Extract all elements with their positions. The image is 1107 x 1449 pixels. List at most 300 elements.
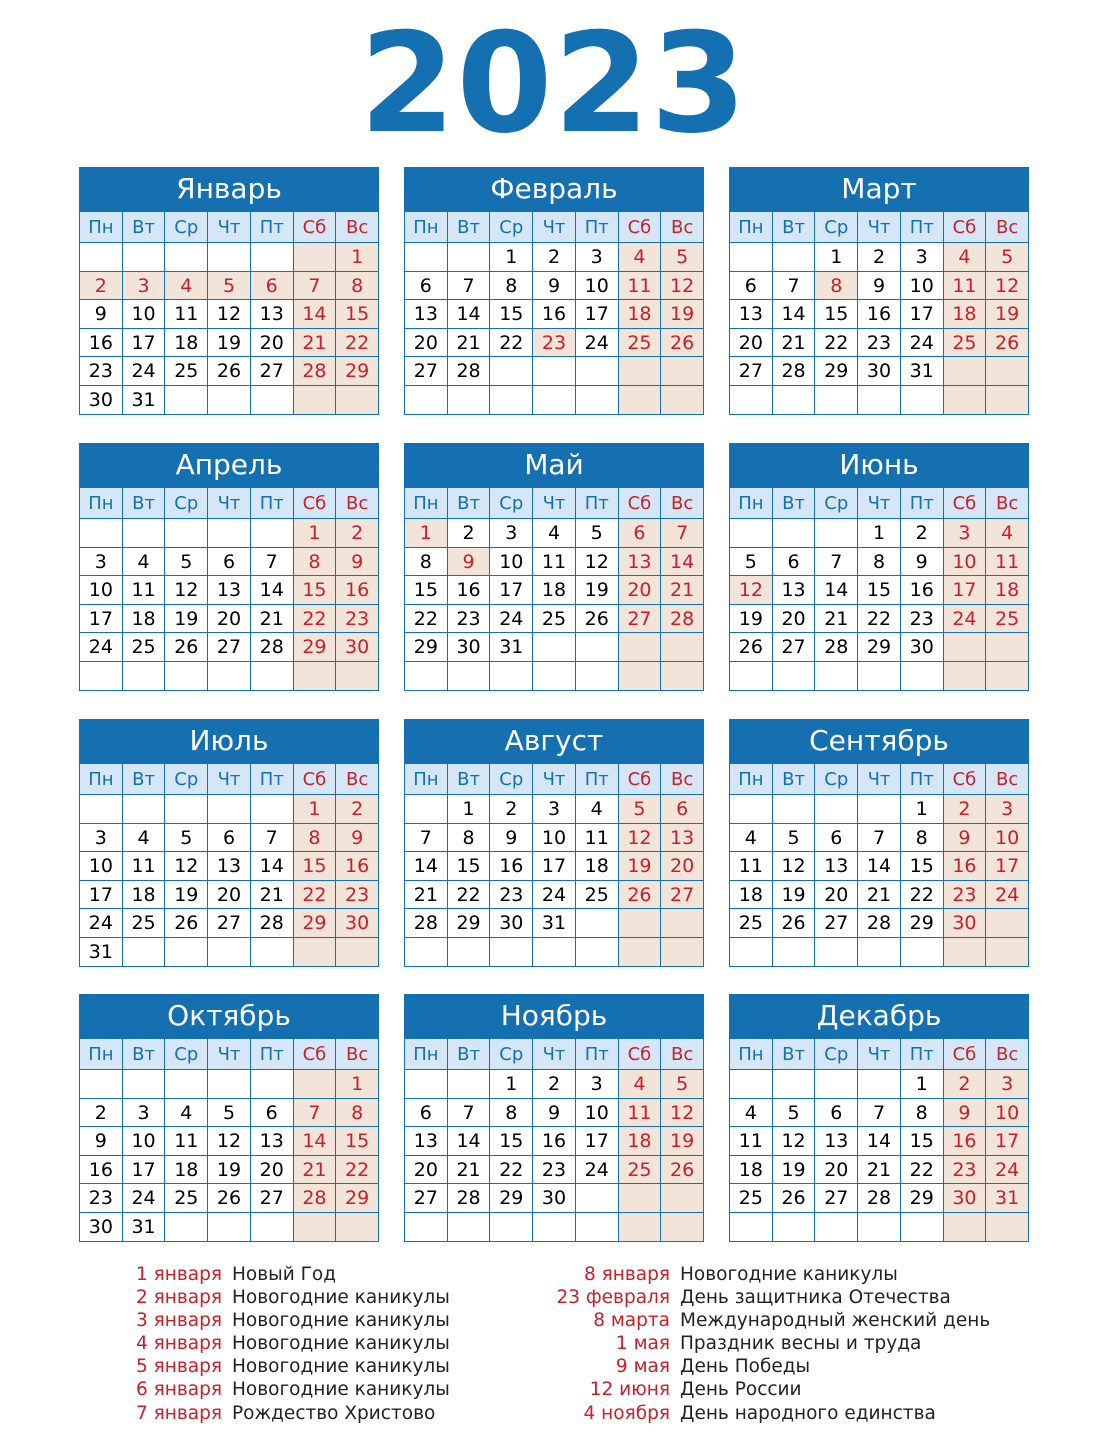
empty-cell <box>730 1070 773 1099</box>
day-cell: 26 <box>165 633 208 662</box>
weekday-header: Пн <box>405 763 448 795</box>
day-cell: 7 <box>773 272 816 301</box>
day-cell: 11 <box>123 576 166 605</box>
day-cell: 30 <box>490 909 533 938</box>
empty-cell <box>773 938 816 967</box>
day-cell: 24 <box>944 605 987 634</box>
holiday-date: 2 января <box>136 1287 222 1309</box>
day-cell: 9 <box>336 548 379 577</box>
empty-cell <box>661 1213 704 1242</box>
day-cell: 3 <box>576 1070 619 1099</box>
day-cell: 14 <box>448 1127 491 1156</box>
day-cell: 18 <box>730 881 773 910</box>
day-cell: 10 <box>944 548 987 577</box>
weekday-header: Пт <box>576 211 619 243</box>
empty-cell <box>448 1070 491 1099</box>
day-cell: 10 <box>986 824 1029 853</box>
empty-cell <box>815 662 858 691</box>
weekday-header: Чт <box>858 211 901 243</box>
day-cell: 6 <box>251 1099 294 1128</box>
day-cell: 28 <box>251 909 294 938</box>
day-cell: 13 <box>619 548 662 577</box>
holiday-date: 7 января <box>136 1402 222 1424</box>
day-cell: 22 <box>448 881 491 910</box>
month-grid <box>79 763 379 967</box>
day-cell: 16 <box>533 300 576 329</box>
day-cell: 7 <box>858 1099 901 1128</box>
month-grid <box>79 487 379 691</box>
day-cell: 19 <box>576 576 619 605</box>
day-cell: 5 <box>661 243 704 272</box>
day-cell: 9 <box>336 824 379 853</box>
day-cell: 13 <box>251 1127 294 1156</box>
day-cell: 12 <box>208 1127 251 1156</box>
day-cell: 24 <box>490 605 533 634</box>
day-cell: 17 <box>986 1127 1029 1156</box>
day-cell: 8 <box>858 548 901 577</box>
empty-cell <box>773 519 816 548</box>
weekday-header: Вт <box>773 487 816 519</box>
empty-cell <box>490 1213 533 1242</box>
day-cell: 23 <box>858 329 901 358</box>
day-cell: 21 <box>661 576 704 605</box>
holiday-name: День народного единства <box>680 1402 936 1424</box>
day-cell: 2 <box>336 519 379 548</box>
empty-cell <box>619 1213 662 1242</box>
empty-cell <box>901 1213 944 1242</box>
holiday-name: Рождество Христово <box>232 1402 436 1424</box>
day-cell: 30 <box>858 357 901 386</box>
day-cell: 24 <box>576 1156 619 1185</box>
day-cell: 16 <box>533 1127 576 1156</box>
weekday-header: Сб <box>294 211 337 243</box>
month-grid <box>729 763 1029 967</box>
day-cell: 22 <box>336 1156 379 1185</box>
empty-cell <box>773 1213 816 1242</box>
day-cell: 10 <box>576 272 619 301</box>
empty-cell <box>448 662 491 691</box>
weekday-header: Чт <box>208 211 251 243</box>
empty-cell <box>490 386 533 415</box>
day-cell: 6 <box>251 272 294 301</box>
day-cell: 28 <box>294 357 337 386</box>
day-cell: 23 <box>944 881 987 910</box>
empty-cell <box>165 938 208 967</box>
day-cell: 29 <box>294 909 337 938</box>
day-cell: 13 <box>730 300 773 329</box>
day-cell: 27 <box>773 633 816 662</box>
day-cell: 28 <box>661 605 704 634</box>
empty-cell <box>165 243 208 272</box>
weekday-header: Ср <box>815 487 858 519</box>
day-cell: 11 <box>619 272 662 301</box>
weekday-header: Вт <box>123 763 166 795</box>
empty-cell <box>815 795 858 824</box>
day-cell: 23 <box>533 329 576 358</box>
day-cell: 14 <box>294 1127 337 1156</box>
holiday-date: 23 февраля <box>556 1287 670 1309</box>
empty-cell <box>533 357 576 386</box>
day-cell: 11 <box>165 1127 208 1156</box>
empty-cell <box>165 386 208 415</box>
day-cell: 8 <box>405 548 448 577</box>
month-grid <box>729 1038 1029 1242</box>
day-cell: 20 <box>661 852 704 881</box>
day-cell: 1 <box>490 1070 533 1099</box>
weekday-header: Вс <box>661 1038 704 1070</box>
empty-cell <box>80 243 123 272</box>
day-cell: 5 <box>730 548 773 577</box>
day-cell: 17 <box>944 576 987 605</box>
day-cell: 29 <box>336 1184 379 1213</box>
weekday-header: Сб <box>294 1038 337 1070</box>
day-cell: 14 <box>251 852 294 881</box>
day-cell: 16 <box>448 576 491 605</box>
empty-cell <box>619 1184 662 1213</box>
empty-cell <box>901 386 944 415</box>
holiday-item <box>0 1309 990 1332</box>
empty-cell <box>533 1213 576 1242</box>
day-cell: 26 <box>986 329 1029 358</box>
day-cell: 13 <box>208 576 251 605</box>
day-cell: 30 <box>944 1184 987 1213</box>
day-cell: 27 <box>405 1184 448 1213</box>
day-cell: 19 <box>165 605 208 634</box>
day-cell: 8 <box>901 824 944 853</box>
day-cell: 27 <box>815 909 858 938</box>
holiday-item <box>0 1263 990 1286</box>
day-cell: 17 <box>576 300 619 329</box>
day-cell: 30 <box>80 1213 123 1242</box>
day-cell: 5 <box>165 824 208 853</box>
day-cell: 10 <box>80 852 123 881</box>
day-cell: 15 <box>336 300 379 329</box>
empty-cell <box>165 795 208 824</box>
day-cell: 22 <box>858 605 901 634</box>
day-cell: 15 <box>815 300 858 329</box>
month-title: Июль <box>79 719 379 763</box>
day-cell: 6 <box>208 824 251 853</box>
day-cell: 18 <box>165 329 208 358</box>
day-cell: 1 <box>901 1070 944 1099</box>
day-cell: 24 <box>80 909 123 938</box>
day-cell: 2 <box>336 795 379 824</box>
empty-cell <box>123 1070 166 1099</box>
day-cell: 19 <box>986 300 1029 329</box>
day-cell: 1 <box>294 795 337 824</box>
day-cell: 30 <box>901 633 944 662</box>
day-cell: 8 <box>490 272 533 301</box>
day-cell: 19 <box>730 605 773 634</box>
day-cell: 16 <box>80 1156 123 1185</box>
day-cell: 4 <box>576 795 619 824</box>
day-cell: 12 <box>661 1099 704 1128</box>
day-cell: 2 <box>533 1070 576 1099</box>
empty-cell <box>251 1213 294 1242</box>
weekday-header: Пн <box>405 487 448 519</box>
day-cell: 10 <box>986 1099 1029 1128</box>
day-cell: 14 <box>251 576 294 605</box>
weekday-header: Вс <box>661 487 704 519</box>
day-cell: 18 <box>533 576 576 605</box>
empty-cell <box>576 1213 619 1242</box>
day-cell: 16 <box>944 1127 987 1156</box>
day-cell: 14 <box>294 300 337 329</box>
day-cell: 26 <box>661 329 704 358</box>
day-cell: 8 <box>815 272 858 301</box>
day-cell: 17 <box>986 852 1029 881</box>
day-cell: 13 <box>815 1127 858 1156</box>
day-cell: 31 <box>123 386 166 415</box>
day-cell: 11 <box>576 824 619 853</box>
weekday-header: Пт <box>901 211 944 243</box>
day-cell: 9 <box>448 548 491 577</box>
empty-cell <box>576 357 619 386</box>
day-cell: 28 <box>773 357 816 386</box>
holiday-name: Новогодние каникулы <box>680 1264 898 1285</box>
empty-cell <box>986 357 1029 386</box>
empty-cell <box>858 795 901 824</box>
empty-cell <box>405 795 448 824</box>
holiday-date: 8 января <box>584 1264 670 1285</box>
day-cell: 31 <box>123 1213 166 1242</box>
weekday-header: Чт <box>208 487 251 519</box>
empty-cell <box>80 519 123 548</box>
day-cell: 3 <box>944 519 987 548</box>
day-cell: 6 <box>815 1099 858 1128</box>
day-cell: 22 <box>901 881 944 910</box>
day-cell: 16 <box>490 852 533 881</box>
day-cell: 22 <box>901 1156 944 1185</box>
day-cell: 6 <box>773 548 816 577</box>
day-cell: 22 <box>336 329 379 358</box>
day-cell: 18 <box>730 1156 773 1185</box>
day-cell: 16 <box>80 329 123 358</box>
day-cell: 23 <box>336 605 379 634</box>
empty-cell <box>294 938 337 967</box>
empty-cell <box>80 662 123 691</box>
day-cell: 8 <box>294 824 337 853</box>
empty-cell <box>944 357 987 386</box>
day-cell: 1 <box>405 519 448 548</box>
day-cell: 8 <box>448 824 491 853</box>
day-cell: 15 <box>294 852 337 881</box>
empty-cell <box>208 795 251 824</box>
empty-cell <box>165 1213 208 1242</box>
day-cell: 21 <box>405 881 448 910</box>
day-cell: 31 <box>533 909 576 938</box>
empty-cell <box>251 938 294 967</box>
day-cell: 23 <box>533 1156 576 1185</box>
day-cell: 14 <box>858 852 901 881</box>
day-cell: 2 <box>80 272 123 301</box>
month-calendar <box>79 167 379 415</box>
day-cell: 18 <box>123 605 166 634</box>
day-cell: 15 <box>901 1127 944 1156</box>
day-cell: 14 <box>858 1127 901 1156</box>
month-title: Май <box>404 443 704 487</box>
day-cell: 4 <box>123 548 166 577</box>
empty-cell <box>208 1213 251 1242</box>
year-title: 2023 <box>359 3 748 164</box>
day-cell: 4 <box>944 243 987 272</box>
day-cell: 12 <box>165 852 208 881</box>
weekday-header: Пн <box>80 1038 123 1070</box>
empty-cell <box>490 662 533 691</box>
day-cell: 4 <box>619 1070 662 1099</box>
weekday-header: Вт <box>448 763 491 795</box>
day-cell: 24 <box>576 329 619 358</box>
empty-cell <box>251 519 294 548</box>
empty-cell <box>405 938 448 967</box>
day-cell: 10 <box>123 300 166 329</box>
holiday-list-right <box>0 1263 990 1425</box>
holiday-date: 8 марта <box>593 1310 670 1332</box>
empty-cell <box>576 1184 619 1213</box>
weekday-header: Пт <box>251 763 294 795</box>
day-cell: 23 <box>336 881 379 910</box>
weekday-header: Ср <box>490 1038 533 1070</box>
day-cell: 9 <box>533 1099 576 1128</box>
day-cell: 23 <box>490 881 533 910</box>
empty-cell <box>533 386 576 415</box>
day-cell: 26 <box>773 909 816 938</box>
day-cell: 17 <box>123 329 166 358</box>
empty-cell <box>858 1070 901 1099</box>
day-cell: 28 <box>294 1184 337 1213</box>
day-cell: 25 <box>123 633 166 662</box>
day-cell: 25 <box>123 909 166 938</box>
day-cell: 28 <box>815 633 858 662</box>
day-cell: 24 <box>986 1156 1029 1185</box>
day-cell: 7 <box>858 824 901 853</box>
day-cell: 11 <box>986 548 1029 577</box>
holiday-item <box>0 1286 990 1309</box>
day-cell: 3 <box>490 519 533 548</box>
day-cell: 6 <box>730 272 773 301</box>
day-cell: 26 <box>661 1156 704 1185</box>
day-cell: 12 <box>661 272 704 301</box>
day-cell: 3 <box>80 548 123 577</box>
weekday-header: Пт <box>576 1038 619 1070</box>
month-calendar <box>79 443 379 691</box>
month-title: Сентябрь <box>729 719 1029 763</box>
day-cell: 17 <box>123 1156 166 1185</box>
weekday-header: Вс <box>986 211 1029 243</box>
empty-cell <box>294 243 337 272</box>
day-cell: 19 <box>661 300 704 329</box>
holiday-name: День Победы <box>680 1356 811 1378</box>
day-cell: 10 <box>80 576 123 605</box>
day-cell: 19 <box>208 329 251 358</box>
empty-cell <box>208 1070 251 1099</box>
day-cell: 20 <box>251 329 294 358</box>
holiday-name: Международный женский день <box>680 1310 991 1332</box>
empty-cell <box>986 1213 1029 1242</box>
weekday-header: Пт <box>901 487 944 519</box>
day-cell: 18 <box>165 1156 208 1185</box>
day-cell: 2 <box>944 795 987 824</box>
empty-cell <box>986 938 1029 967</box>
month-calendar <box>729 167 1029 415</box>
day-cell: 19 <box>165 881 208 910</box>
weekday-header: Пн <box>730 1038 773 1070</box>
empty-cell <box>661 938 704 967</box>
month-calendar <box>729 719 1029 967</box>
day-cell: 23 <box>80 357 123 386</box>
month-calendar <box>729 443 1029 691</box>
day-cell: 6 <box>405 1099 448 1128</box>
day-cell: 7 <box>448 1099 491 1128</box>
day-cell: 4 <box>165 1099 208 1128</box>
holiday-item <box>0 1332 990 1355</box>
weekday-header: Чт <box>858 1038 901 1070</box>
day-cell: 21 <box>773 329 816 358</box>
weekday-header: Ср <box>815 1038 858 1070</box>
empty-cell <box>448 243 491 272</box>
day-cell: 27 <box>405 357 448 386</box>
day-cell: 3 <box>533 795 576 824</box>
day-cell: 3 <box>576 243 619 272</box>
empty-cell <box>944 1213 987 1242</box>
day-cell: 2 <box>533 243 576 272</box>
empty-cell <box>619 633 662 662</box>
empty-cell <box>661 1184 704 1213</box>
holiday-date: 1 мая <box>615 1333 670 1355</box>
day-cell: 14 <box>448 300 491 329</box>
empty-cell <box>251 386 294 415</box>
weekday-header: Вт <box>448 211 491 243</box>
day-cell: 26 <box>165 909 208 938</box>
weekday-header: Пн <box>80 211 123 243</box>
day-cell: 9 <box>533 272 576 301</box>
day-cell: 28 <box>251 633 294 662</box>
empty-cell <box>448 938 491 967</box>
month-calendar <box>79 994 379 1242</box>
month-title: Ноябрь <box>404 994 704 1038</box>
day-cell: 21 <box>448 329 491 358</box>
month-grid <box>404 763 704 967</box>
day-cell: 13 <box>773 576 816 605</box>
day-cell: 11 <box>944 272 987 301</box>
day-cell: 18 <box>944 300 987 329</box>
day-cell: 22 <box>490 1156 533 1185</box>
day-cell: 12 <box>730 576 773 605</box>
empty-cell <box>405 662 448 691</box>
empty-cell <box>730 795 773 824</box>
weekday-header: Пт <box>251 487 294 519</box>
empty-cell <box>901 938 944 967</box>
holiday-date: 12 июня <box>589 1379 670 1401</box>
day-cell: 12 <box>165 576 208 605</box>
weekday-header: Чт <box>208 763 251 795</box>
day-cell: 29 <box>490 1184 533 1213</box>
weekday-header: Сб <box>944 1038 987 1070</box>
day-cell: 9 <box>944 824 987 853</box>
holiday-name: Новогодние каникулы <box>232 1356 450 1378</box>
weekday-header: Вс <box>336 763 379 795</box>
day-cell: 26 <box>208 357 251 386</box>
weekday-header: Вт <box>448 487 491 519</box>
day-cell: 6 <box>405 272 448 301</box>
empty-cell <box>730 662 773 691</box>
empty-cell <box>619 357 662 386</box>
day-cell: 17 <box>490 576 533 605</box>
empty-cell <box>294 662 337 691</box>
day-cell: 21 <box>448 1156 491 1185</box>
weekday-header: Вт <box>773 1038 816 1070</box>
empty-cell <box>490 357 533 386</box>
